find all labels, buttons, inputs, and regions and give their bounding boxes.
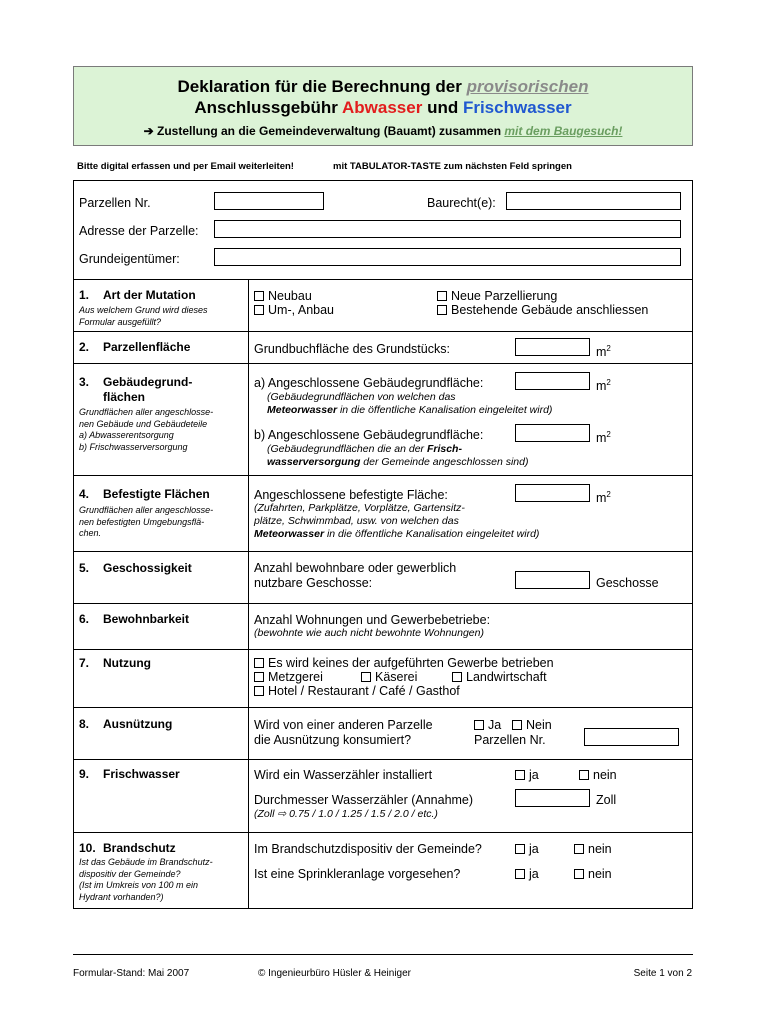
divider xyxy=(74,649,692,650)
opt-bestehend[interactable]: Bestehende Gebäude anschliessen xyxy=(437,303,648,318)
geschosse-label: Anzahl bewohnbare oder gewerblich nutzbare Geschosse: xyxy=(254,561,457,590)
arrow-right-icon: ⇨ xyxy=(277,808,287,820)
neubau-checkbox[interactable] xyxy=(254,291,264,301)
gebaeudegrundflaeche-b-label: b) Angeschlossene Gebäudegrundfläche: xyxy=(254,428,484,442)
opt-brandschutz-nein[interactable]: nein xyxy=(574,842,612,857)
wohnungen-note: (bewohnte wie auch nicht bewohnte Wohnungen) xyxy=(254,627,484,639)
section-9-title: 9. Frischwasser xyxy=(79,767,180,781)
opt-hotel[interactable]: Hotel / Restaurant / Café / Gasthof xyxy=(254,684,460,699)
grundbuchflaeche-input[interactable] xyxy=(515,338,590,356)
adresse-label: Adresse der Parzelle: xyxy=(79,224,199,238)
divider xyxy=(74,707,692,708)
divider xyxy=(74,279,692,280)
opt-ausnuetzung-ja[interactable]: Ja xyxy=(474,718,501,733)
footer-page: Seite 1 von 2 xyxy=(633,968,692,979)
opt-kaeserei[interactable]: Käserei xyxy=(361,670,417,685)
section-1-title: 1. Art der Mutation xyxy=(79,288,196,302)
gebaeudegrundflaeche-a-note: (Gebäudegrundflächen von welchen das Meteorwasser in die öffentliche Kanalisation eingeleitet wird) xyxy=(267,391,553,416)
durchmesser-label: Durchmesser Wasserzähler (Annahme) xyxy=(254,793,474,807)
opt-wasserzaehler-nein[interactable]: nein xyxy=(579,768,617,783)
title-emphasis: provisorischen xyxy=(466,77,589,96)
parzellen-nr-label-8: Parzellen Nr. xyxy=(474,733,546,747)
column-divider xyxy=(248,279,249,909)
title-line-1: Deklaration für die Berechnung der provisorischen xyxy=(177,77,589,96)
section-10-description: Ist das Gebäude im Brandschutz- dispositiv der Gemeinde? (Ist im Umkreis von 100 m ein Hydrant vorhanden?) xyxy=(79,857,213,902)
divider xyxy=(74,363,692,364)
section-7-title: 7. Nutzung xyxy=(79,656,151,670)
wasserzaehler-question: Wird ein Wasserzähler installiert xyxy=(254,768,433,782)
ausnuetzung-question: Wird von einer anderen Parzelle die Ausnützung konsumiert? xyxy=(254,718,433,747)
ausnuetzung-nein-checkbox[interactable] xyxy=(512,720,522,730)
metzgerei-checkbox[interactable] xyxy=(254,672,264,682)
abwasser-label: Abwasser xyxy=(342,98,423,117)
wasserzaehler-nein-checkbox[interactable] xyxy=(579,770,589,780)
grundeigentuemer-label: Grundeigentümer: xyxy=(79,252,180,266)
section-3-description: Grundflächen aller angeschlosse- nen Gebäude und Gebäudeteile a) Abwasserentsorgung b) Frischwasserversorgung xyxy=(79,407,214,452)
sprinkler-ja-checkbox[interactable] xyxy=(515,869,525,879)
unit-m2: $m^2$ xyxy=(596,378,611,394)
section-10-title: 10. Brandschutz xyxy=(79,841,176,855)
header-box xyxy=(73,66,693,146)
brandschutz-ja-checkbox[interactable] xyxy=(515,844,525,854)
opt-metzgerei[interactable]: Metzgerei xyxy=(254,670,323,685)
brandschutz-nein-checkbox[interactable] xyxy=(574,844,584,854)
footer-copyright: © Ingenieurbüro Hüsler & Heiniger xyxy=(258,968,412,979)
divider xyxy=(74,551,692,552)
divider xyxy=(74,475,692,476)
unit-m2: $m^2$ xyxy=(596,344,611,360)
form-table xyxy=(73,180,693,909)
opt-landwirtschaft[interactable]: Landwirtschaft xyxy=(452,670,547,685)
opt-neubau[interactable]: Neubau xyxy=(254,289,312,304)
adresse-input[interactable] xyxy=(214,220,681,238)
section-5-title: 5. Geschossigkeit xyxy=(79,561,192,575)
section-6-title: 6. Bewohnbarkeit xyxy=(79,612,190,626)
landwirtschaft-checkbox[interactable] xyxy=(452,672,462,682)
unit-m2: $m^2$ xyxy=(596,430,611,446)
ausnuetzung-parzellen-input[interactable] xyxy=(584,728,679,746)
footer-divider xyxy=(73,954,693,955)
ausnuetzung-ja-checkbox[interactable] xyxy=(474,720,484,730)
grundbuchflaeche-label: Grundbuchfläche des Grundstücks: xyxy=(254,342,450,356)
befestigte-flaeche-note: (Zufahrten, Parkplätze, Vorplätze, Gartensitz- plätze, Schwimmbad, usw. von welchen das Meteorwasser in die öffentliche Kanalisation eingeleitet wird) xyxy=(254,502,540,540)
section-1-description: Aus welchem Grund wird dieses Formular ausgefüllt? xyxy=(79,305,208,327)
opt-brandschutz-ja[interactable]: ja xyxy=(515,842,539,857)
wohnungen-label: Anzahl Wohnungen und Gewerbebetriebe: xyxy=(254,613,491,627)
opt-sprinkler-nein[interactable]: nein xyxy=(574,867,612,882)
section-4-title: 4. Befestigte Flächen xyxy=(79,487,210,501)
parzellen-nr-label: Parzellen Nr. xyxy=(79,196,151,210)
subtitle: ➔ Zustellung an die Gemeindeverwaltung (Bauamt) zusammen mit dem Baugesuch! xyxy=(143,124,623,138)
gebaeudegrundflaeche-a-input[interactable] xyxy=(515,372,590,390)
befestigte-flaeche-input[interactable] xyxy=(515,484,590,502)
geschosse-unit: Geschosse xyxy=(596,576,659,590)
divider xyxy=(74,603,692,604)
zoll-unit: Zoll xyxy=(596,793,617,807)
section-3-title: 3. Gebäudegrund- flächen xyxy=(79,375,193,404)
keines-checkbox[interactable] xyxy=(254,658,264,668)
sprinkler-nein-checkbox[interactable] xyxy=(574,869,584,879)
section-2-title: 2. Parzellenfläche xyxy=(79,340,191,354)
divider xyxy=(74,759,692,760)
wasserzaehler-ja-checkbox[interactable] xyxy=(515,770,525,780)
note-tab: mit TABULATOR-TASTE zum nächsten Feld springen xyxy=(333,161,572,172)
frischwasser-label: Frischwasser xyxy=(462,98,572,117)
gebaeudegrundflaeche-b-note: (Gebäudegrundflächen die an der Frisch- wasserversorgung der Gemeinde angeschlossen sind) xyxy=(267,443,529,468)
grundeigentuemer-input[interactable] xyxy=(214,248,681,266)
sprinkler-question: Ist eine Sprinkleranlage vorgesehen? xyxy=(254,867,461,881)
title-line-2: Anschlussgebühr Abwasser und Frischwasser xyxy=(194,98,572,117)
hotel-checkbox[interactable] xyxy=(254,686,264,696)
gebaeudegrundflaeche-b-input[interactable] xyxy=(515,424,590,442)
divider xyxy=(74,331,692,332)
kaeserei-checkbox[interactable] xyxy=(361,672,371,682)
baurecht-label: Baurecht(e): xyxy=(427,196,496,210)
parzellierung-checkbox[interactable] xyxy=(437,291,447,301)
geschosse-input[interactable] xyxy=(515,571,590,589)
baurecht-input[interactable] xyxy=(506,192,681,210)
brandschutz-question: Im Brandschutzdispositiv der Gemeinde? xyxy=(254,842,482,856)
opt-parzellierung[interactable]: Neue Parzellierung xyxy=(437,289,557,304)
section-8-title: 8. Ausnützung xyxy=(79,717,173,731)
divider xyxy=(74,832,692,833)
parzellen-nr-input[interactable] xyxy=(214,192,324,210)
zoll-note: (Zoll ⇨ 0.75 / 1.0 / 1.25 / 1.5 / 2.0 / etc.) xyxy=(254,808,438,820)
opt-umbau[interactable]: Um-, Anbau xyxy=(254,303,334,318)
opt-sprinkler-ja[interactable]: ja xyxy=(515,867,539,882)
opt-wasserzaehler-ja[interactable]: ja xyxy=(515,768,539,783)
arrow-right-icon: ➔ xyxy=(143,124,154,138)
durchmesser-input[interactable] xyxy=(515,789,590,807)
note-digital: Bitte digital erfassen und per Email weiterleiten! xyxy=(77,161,294,172)
bestehend-checkbox[interactable] xyxy=(437,305,447,315)
gebaeudegrundflaeche-a-label: a) Angeschlossene Gebäudegrundfläche: xyxy=(254,376,484,390)
opt-keines[interactable]: Es wird keines der aufgeführten Gewerbe betrieben xyxy=(254,656,554,671)
befestigte-flaeche-label: Angeschlossene befestigte Fläche: xyxy=(254,488,448,502)
umbau-checkbox[interactable] xyxy=(254,305,264,315)
opt-ausnuetzung-nein[interactable]: Nein xyxy=(512,718,552,733)
section-4-description: Grundflächen aller angeschlosse- nen befestigten Umgebungsflä- chen. xyxy=(79,505,214,538)
footer-stand: Formular-Stand: Mai 2007 xyxy=(73,968,190,979)
unit-m2: $m^2$ xyxy=(596,490,611,506)
